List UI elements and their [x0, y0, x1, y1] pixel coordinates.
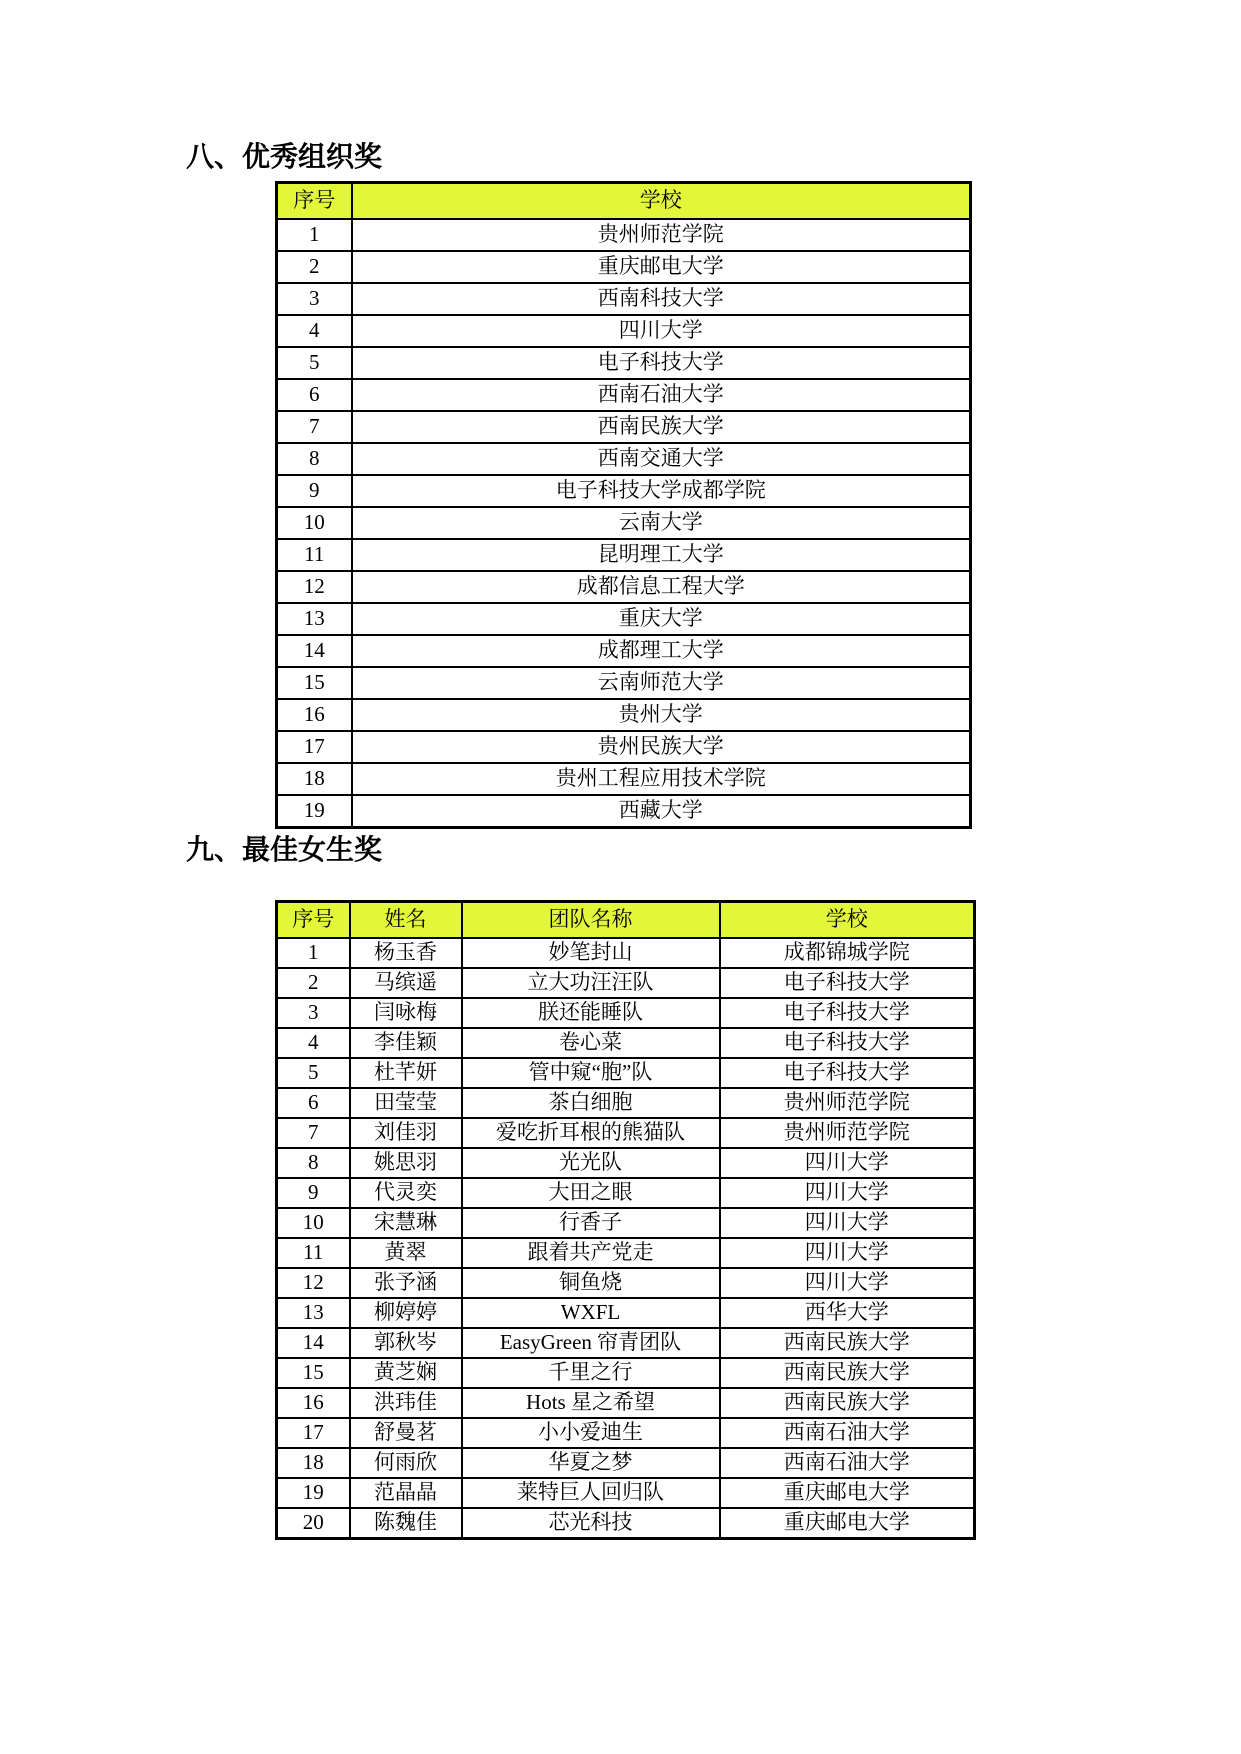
table-cell: 4 [277, 1028, 350, 1058]
column-header: 姓名 [350, 902, 462, 939]
table-cell: 2 [277, 251, 352, 283]
column-header: 序号 [277, 183, 352, 220]
table-cell: 舒曼茗 [350, 1418, 462, 1448]
table-cell: 大田之眼 [462, 1178, 720, 1208]
table-row [277, 938, 975, 968]
table-cell: 代灵奕 [350, 1178, 462, 1208]
table-row [277, 667, 971, 699]
table-cell: 立大功汪汪队 [462, 968, 720, 998]
table-cell: 莱特巨人回归队 [462, 1478, 720, 1508]
table-cell: 3 [277, 998, 350, 1028]
table-row [277, 1238, 975, 1268]
table-cell: 8 [277, 1148, 350, 1178]
table-cell: 爱吃折耳根的熊猫队 [462, 1118, 720, 1148]
table-row [277, 283, 971, 315]
table-cell: 刘佳羽 [350, 1118, 462, 1148]
table-cell: 3 [277, 283, 352, 315]
table-cell: 13 [277, 603, 352, 635]
table-row [277, 998, 975, 1028]
table-cell: 7 [277, 411, 352, 443]
table-cell: 小小爱迪生 [462, 1418, 720, 1448]
table-cell: WXFL [462, 1298, 720, 1328]
table-cell: 9 [277, 475, 352, 507]
table-cell: 范晶晶 [350, 1478, 462, 1508]
table-row [277, 347, 971, 379]
table-cell: 铜鱼烧 [462, 1268, 720, 1298]
table-cell: 四川大学 [720, 1178, 975, 1208]
column-header: 序号 [277, 902, 350, 939]
table-cell: 西南民族大学 [352, 411, 971, 443]
table-cell: 何雨欣 [350, 1448, 462, 1478]
table-row [277, 1388, 975, 1418]
table-row [277, 1088, 975, 1118]
section-9-title: 九、最佳女生奖 [186, 835, 383, 866]
table-cell: 1 [277, 219, 352, 251]
table-cell: 重庆邮电大学 [352, 251, 971, 283]
table-cell: 昆明理工大学 [352, 539, 971, 571]
table-cell: 西南民族大学 [720, 1358, 975, 1388]
table-cell: 四川大学 [720, 1238, 975, 1268]
table-cell: 电子科技大学 [720, 968, 975, 998]
table-cell: 电子科技大学 [352, 347, 971, 379]
table-cell: 重庆邮电大学 [720, 1478, 975, 1508]
table-row [277, 251, 971, 283]
table-cell: 2 [277, 968, 350, 998]
table-cell: 闫咏梅 [350, 998, 462, 1028]
table-cell: 跟着共产党走 [462, 1238, 720, 1268]
table-cell: 15 [277, 1358, 350, 1388]
table-cell: 姚思羽 [350, 1148, 462, 1178]
table-cell: 19 [277, 1478, 350, 1508]
table-cell: 重庆大学 [352, 603, 971, 635]
table-cell: 7 [277, 1118, 350, 1148]
table-row [277, 1268, 975, 1298]
table-row [277, 1328, 975, 1358]
table-cell: 四川大学 [720, 1148, 975, 1178]
table-cell: 电子科技大学 [720, 1028, 975, 1058]
table-cell: 14 [277, 635, 352, 667]
table-cell: 19 [277, 795, 352, 828]
table-row [277, 1118, 975, 1148]
table-cell: 重庆邮电大学 [720, 1508, 975, 1539]
table-cell: 贵州大学 [352, 699, 971, 731]
table-cell: 华夏之梦 [462, 1448, 720, 1478]
table-cell: 16 [277, 699, 352, 731]
table-cell: 行香子 [462, 1208, 720, 1238]
table-cell: 李佳颖 [350, 1028, 462, 1058]
table-cell: 18 [277, 1448, 350, 1478]
table-cell: 杜芊妍 [350, 1058, 462, 1088]
table-cell: 四川大学 [352, 315, 971, 347]
table-cell: 四川大学 [720, 1268, 975, 1298]
table-row [277, 1058, 975, 1088]
table-cell: 8 [277, 443, 352, 475]
table-row [277, 1418, 975, 1448]
table-row [277, 795, 971, 828]
table-row [277, 539, 971, 571]
section-8-title: 八、优秀组织奖 [186, 142, 383, 173]
column-header: 团队名称 [462, 902, 720, 939]
table-cell: 贵州师范学院 [720, 1088, 975, 1118]
table-cell: 朕还能睡队 [462, 998, 720, 1028]
table-cell: 10 [277, 507, 352, 539]
table-cell: 西华大学 [720, 1298, 975, 1328]
table-cell: 云南师范大学 [352, 667, 971, 699]
table-cell: 20 [277, 1508, 350, 1539]
table-row [277, 1208, 975, 1238]
table-cell: 12 [277, 571, 352, 603]
table-cell: 9 [277, 1178, 350, 1208]
table-cell: EasyGreen 帘青团队 [462, 1328, 720, 1358]
table-cell: 贵州师范学院 [352, 219, 971, 251]
table-cell: 张予涵 [350, 1268, 462, 1298]
table-row [277, 443, 971, 475]
table-cell: 西南石油大学 [352, 379, 971, 411]
table-cell: 西南科技大学 [352, 283, 971, 315]
table-cell: 光光队 [462, 1148, 720, 1178]
table-cell: 黄翠 [350, 1238, 462, 1268]
table-cell: 贵州师范学院 [720, 1118, 975, 1148]
table-cell: 15 [277, 667, 352, 699]
table-cell: 陈魏佳 [350, 1508, 462, 1539]
header-row [277, 183, 971, 220]
table-cell: 茶白细胞 [462, 1088, 720, 1118]
table-cell: 管中窥“胞”队 [462, 1058, 720, 1088]
table-cell: 成都信息工程大学 [352, 571, 971, 603]
table-cell: 贵州工程应用技术学院 [352, 763, 971, 795]
table-row [277, 699, 971, 731]
table-row [277, 603, 971, 635]
table-cell: 17 [277, 731, 352, 763]
table-cell: 5 [277, 347, 352, 379]
best-female-student-award-table [275, 900, 976, 1540]
table-cell: 黄芝娴 [350, 1358, 462, 1388]
table-row [277, 968, 975, 998]
table-cell: 卷心菜 [462, 1028, 720, 1058]
table-row [277, 1148, 975, 1178]
table-cell: 11 [277, 539, 352, 571]
table-row [277, 1358, 975, 1388]
table-row [277, 507, 971, 539]
table-cell: 芯光科技 [462, 1508, 720, 1539]
table-cell: 西南民族大学 [720, 1328, 975, 1358]
table-cell: 成都理工大学 [352, 635, 971, 667]
table-row [277, 411, 971, 443]
table-row [277, 1448, 975, 1478]
column-header: 学校 [352, 183, 971, 220]
table-cell: 成都锦城学院 [720, 938, 975, 968]
table-cell: 杨玉香 [350, 938, 462, 968]
table-cell: 12 [277, 1268, 350, 1298]
table-cell: 电子科技大学成都学院 [352, 475, 971, 507]
table-row [277, 1178, 975, 1208]
table-cell: 电子科技大学 [720, 998, 975, 1028]
table-cell: 13 [277, 1298, 350, 1328]
table-row [277, 219, 971, 251]
table-cell: 四川大学 [720, 1208, 975, 1238]
table-cell: 柳婷婷 [350, 1298, 462, 1328]
table-cell: 18 [277, 763, 352, 795]
table-cell: 妙笔封山 [462, 938, 720, 968]
table-cell: 16 [277, 1388, 350, 1418]
table-cell: 千里之行 [462, 1358, 720, 1388]
table-cell: 宋慧琳 [350, 1208, 462, 1238]
table-cell: 5 [277, 1058, 350, 1088]
table-row [277, 1298, 975, 1328]
table-row [277, 1028, 975, 1058]
table-row [277, 315, 971, 347]
table-cell: 西南石油大学 [720, 1448, 975, 1478]
table-cell: 4 [277, 315, 352, 347]
table-row [277, 635, 971, 667]
table-cell: 云南大学 [352, 507, 971, 539]
table-cell: 田莹莹 [350, 1088, 462, 1118]
table-cell: 17 [277, 1418, 350, 1448]
table-cell: 马缤遥 [350, 968, 462, 998]
table-cell: 11 [277, 1238, 350, 1268]
table-cell: 郭秋岑 [350, 1328, 462, 1358]
table-row [277, 475, 971, 507]
table-row [277, 571, 971, 603]
table-row [277, 1478, 975, 1508]
table-cell: 西南交通大学 [352, 443, 971, 475]
table-row [277, 379, 971, 411]
table-row [277, 763, 971, 795]
table-row [277, 731, 971, 763]
table-cell: 贵州民族大学 [352, 731, 971, 763]
column-header: 学校 [720, 902, 975, 939]
table-row [277, 1508, 975, 1539]
table-cell: Hots 星之希望 [462, 1388, 720, 1418]
table-cell: 14 [277, 1328, 350, 1358]
excellent-organization-award-table [275, 181, 972, 829]
table-cell: 洪玮佳 [350, 1388, 462, 1418]
table-cell: 西南石油大学 [720, 1418, 975, 1448]
table-cell: 电子科技大学 [720, 1058, 975, 1088]
table-cell: 西藏大学 [352, 795, 971, 828]
table-cell: 西南民族大学 [720, 1388, 975, 1418]
table-cell: 1 [277, 938, 350, 968]
table-cell: 6 [277, 379, 352, 411]
table-cell: 10 [277, 1208, 350, 1238]
header-row [277, 902, 975, 939]
table-cell: 6 [277, 1088, 350, 1118]
